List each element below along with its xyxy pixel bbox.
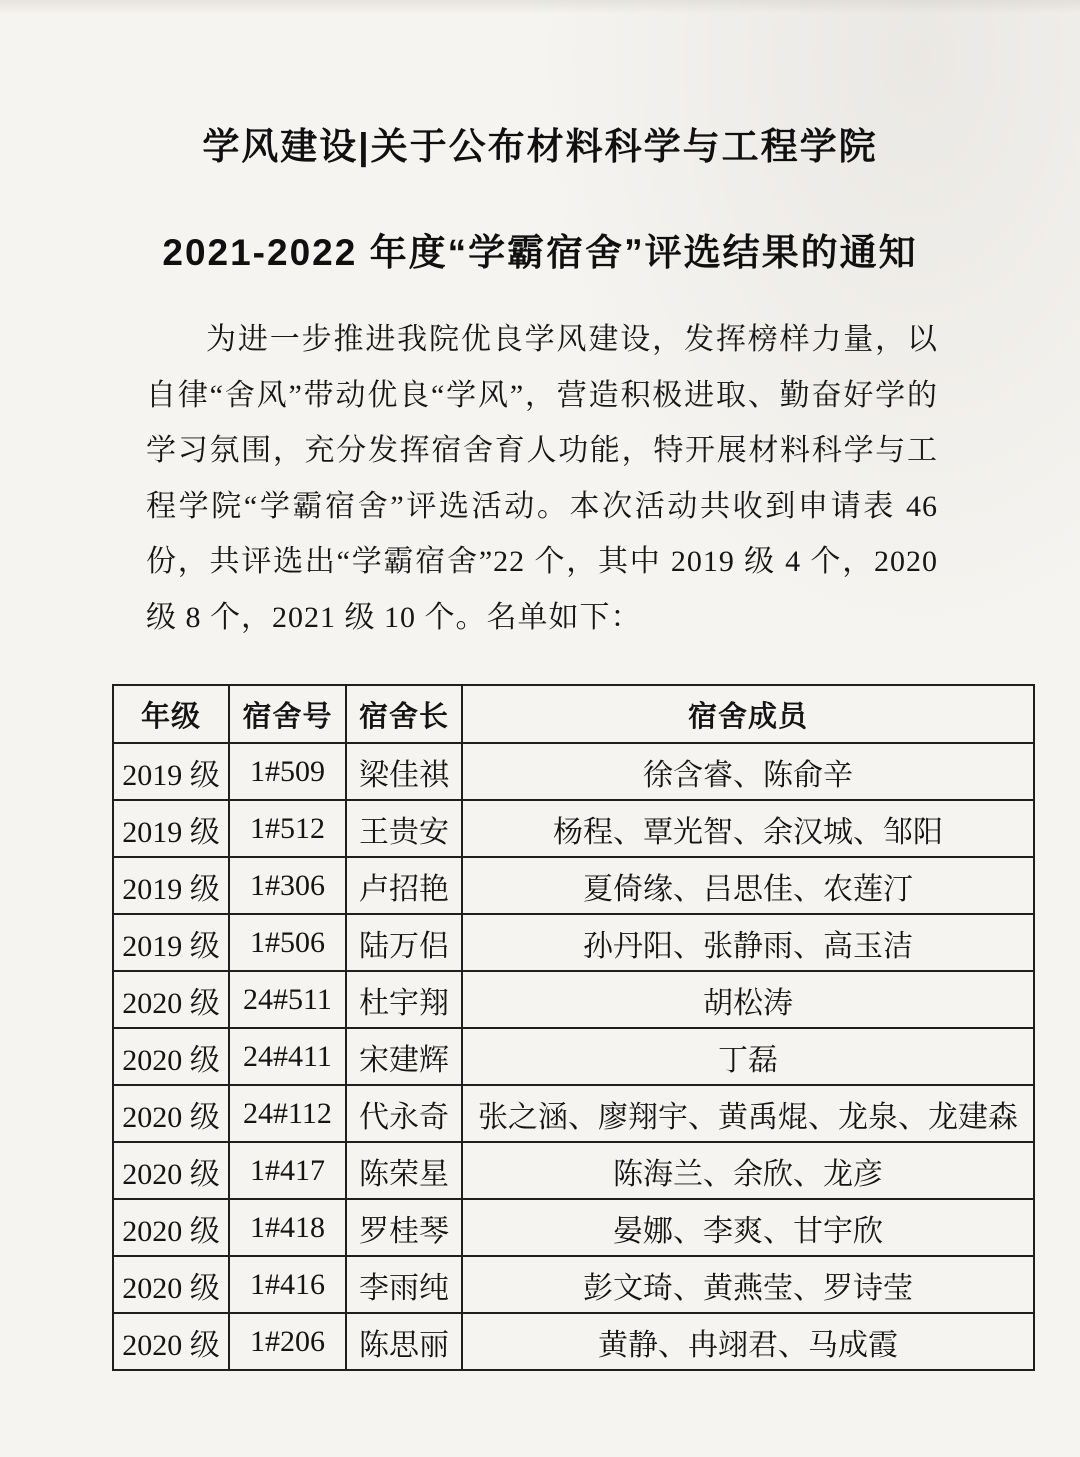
table-row: [113, 1313, 1034, 1370]
notice-title-line2: 2021-2022 年度“学霸宿舍”评选结果的通知: [162, 232, 918, 273]
table-cell: 夏倚缘、吕思佳、农莲汀: [462, 857, 1034, 914]
notice-paragraph: 为进一步推进我院优良学风建设，发挥榜样力量，以自律“舍风”带动优良“学风”，营造积极进取、勤奋好学的学习氛围，充分发挥宿舍育人功能，特开展材料科学与工程学院“学霸宿舍”评选活动。本次活动共收到申请表 46 份，共评选出“学霸宿舍”22 个，其中 2019 级 4 个，2020 级 8 个，2021 级 10 个。名单如下：: [146, 323, 938, 634]
table-cell: 2020 级: [113, 1256, 229, 1313]
table-cell: 黄静、冉翊君、马成霞: [462, 1313, 1034, 1370]
table-cell: 1#206: [229, 1313, 346, 1370]
table-cell: 2020 级: [113, 1085, 229, 1142]
table-row: [113, 914, 1034, 971]
notice-title-line1: 学风建设|关于公布材料科学与工程学院: [202, 126, 878, 167]
table-cell: 孙丹阳、张静雨、高玉洁: [462, 914, 1034, 971]
table-cell: 李雨纯: [346, 1256, 462, 1313]
table-cell: 徐含睿、陈俞辛: [462, 743, 1034, 800]
table-row: [113, 1085, 1034, 1142]
results-table-head: [113, 685, 1034, 743]
table-row: [113, 743, 1034, 800]
table-cell: 2019 级: [113, 857, 229, 914]
table-cell: 2019 级: [113, 914, 229, 971]
table-cell: 丁磊: [462, 1028, 1034, 1085]
table-row: [113, 857, 1034, 914]
table-cell: 2020 级: [113, 1313, 229, 1370]
header-cell: 宿舍长: [346, 685, 462, 743]
table-cell: 杜宇翔: [346, 971, 462, 1028]
table-cell: 1#509: [229, 743, 346, 800]
table-cell: 代永奇: [346, 1085, 462, 1142]
table-cell: 1#512: [229, 800, 346, 857]
table-cell: 晏娜、李爽、甘宇欣: [462, 1199, 1034, 1256]
table-row: [113, 971, 1034, 1028]
header-cell: 宿舍号: [229, 685, 346, 743]
table-cell: 24#411: [229, 1028, 346, 1085]
table-cell: 2019 级: [113, 800, 229, 857]
table-cell: 2020 级: [113, 1142, 229, 1199]
table-cell: 罗桂琴: [346, 1199, 462, 1256]
table-cell: 1#416: [229, 1256, 346, 1313]
table-row: [113, 800, 1034, 857]
table-cell: 2020 级: [113, 971, 229, 1028]
table-cell: 24#511: [229, 971, 346, 1028]
results-table: [112, 684, 1035, 1371]
table-cell: 陈思丽: [346, 1313, 462, 1370]
table-cell: 2020 级: [113, 1199, 229, 1256]
table-row: [113, 1256, 1034, 1313]
table-cell: 1#306: [229, 857, 346, 914]
table-cell: 梁佳祺: [346, 743, 462, 800]
table-cell: 1#417: [229, 1142, 346, 1199]
table-cell: 张之涵、廖翔宇、黄禹焜、龙泉、龙建森: [462, 1085, 1034, 1142]
table-cell: 1#506: [229, 914, 346, 971]
table-cell: 卢招艳: [346, 857, 462, 914]
table-cell: 陈荣星: [346, 1142, 462, 1199]
table-cell: 2020 级: [113, 1028, 229, 1085]
header-cell: 年级: [113, 685, 229, 743]
table-header-row: [113, 685, 1034, 743]
table-cell: 陆万侣: [346, 914, 462, 971]
table-cell: 宋建辉: [346, 1028, 462, 1085]
table-cell: 2019 级: [113, 743, 229, 800]
header-cell: 宿舍成员: [462, 685, 1034, 743]
table-cell: 杨程、覃光智、余汉城、邹阳: [462, 800, 1034, 857]
table-cell: 24#112: [229, 1085, 346, 1142]
table-cell: 1#418: [229, 1199, 346, 1256]
table-row: [113, 1199, 1034, 1256]
table-cell: 陈海兰、余欣、龙彦: [462, 1142, 1034, 1199]
table-row: [113, 1028, 1034, 1085]
table-cell: 胡松涛: [462, 971, 1034, 1028]
table-cell: 王贵安: [346, 800, 462, 857]
table-row: [113, 1142, 1034, 1199]
results-table-body: [113, 743, 1034, 1370]
table-cell: 彭文琦、黄燕莹、罗诗莹: [462, 1256, 1034, 1313]
